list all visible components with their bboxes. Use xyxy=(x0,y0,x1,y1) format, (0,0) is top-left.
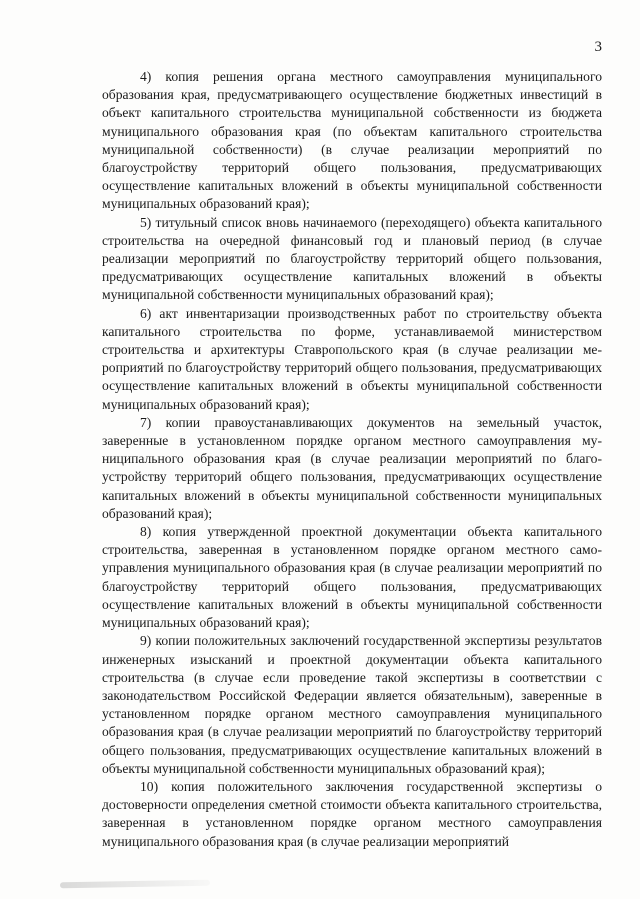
paragraph-item-10: 10) копия положительного заключения государственной экспертизы о достоверности определения сметной стоимости объекта капитального строительства, заверенная в установленном порядке органом местного самоуправления муниципального образования края (в случае реализации мероприятий xyxy=(102,778,602,849)
page-number: 3 xyxy=(594,39,602,55)
paragraph-item-4: 4) копия решения органа местного самоуправления муниципального образования края, предусматривающего осуществление бюджетных инвестиций в объект капитального строительства муниципальной собственности из бюджета муниципального образования края (по объектам капитального строительства муниципальной собственности) (в случае реализации мероприятий по благоустройству территорий общего пользования, предусматривающих осуществление капитальных вложений в объекты муниципальной собственности муниципальных образований края); xyxy=(102,69,602,212)
paragraph-item-8: 8) копия утвержденной проектной документации объекта капитального строительства, заверенная в установленном порядке органом местного самоуправления муниципального образования края (в случае реализации мероприятий по благоустройству территорий общего пользования, предусматривающих осуществление капитальных вложений в объекты муниципальной собственности муниципальных образований края); xyxy=(102,524,602,631)
document-body xyxy=(102,68,602,851)
paragraph-item-7: 7) копии правоустанавливающих документов на земельный участок, заверенные в установленном порядке органом местного самоуправления муниципального образования края (в случае реализации мероприятий по благоустройству территорий общего пользования, предусматривающих осуществление капитальных вложений в объекты муниципальной собственности муниципальных образований края); xyxy=(102,414,602,521)
paragraph-item-9: 9) копии положительных заключений государственной экспертизы результатов инженерных изысканий и проектной документации объекта капитального строительства (в случае если проведение такой экспертизы в соответствии с законодательством Российской Федерации является обязательным), заверенные в установленном порядке органом местного самоуправления муниципального образования края (в случае реализации мероприятий по благоустройству территорий общего пользования, предусматривающих осуществление капитальных вложений в объекты муниципальной собственности муниципальных образований края); xyxy=(102,633,602,776)
paragraph-item-6: 6) акт инвентаризации производственных работ по строительству объекта капитального строительства по форме, устанавливаемой министерством строительства и архитектуры Ставропольского края (в случае реализации мероприятий по благоустройству территорий общего пользования, предусматривающих осуществление капитальных вложений в объекты муниципальной собственности муниципальных образований края); xyxy=(102,305,602,412)
paragraph-item-5: 5) титульный список вновь начинаемого (переходящего) объекта капитального строительства на очередной финансовый год и плановый период (в случае реализации мероприятий по благоустройству территорий общего пользования, предусматривающих осуществление капитальных вложений в объекты муниципальной собственности муниципальных образований края); xyxy=(102,214,602,303)
scan-artifact xyxy=(60,880,210,889)
